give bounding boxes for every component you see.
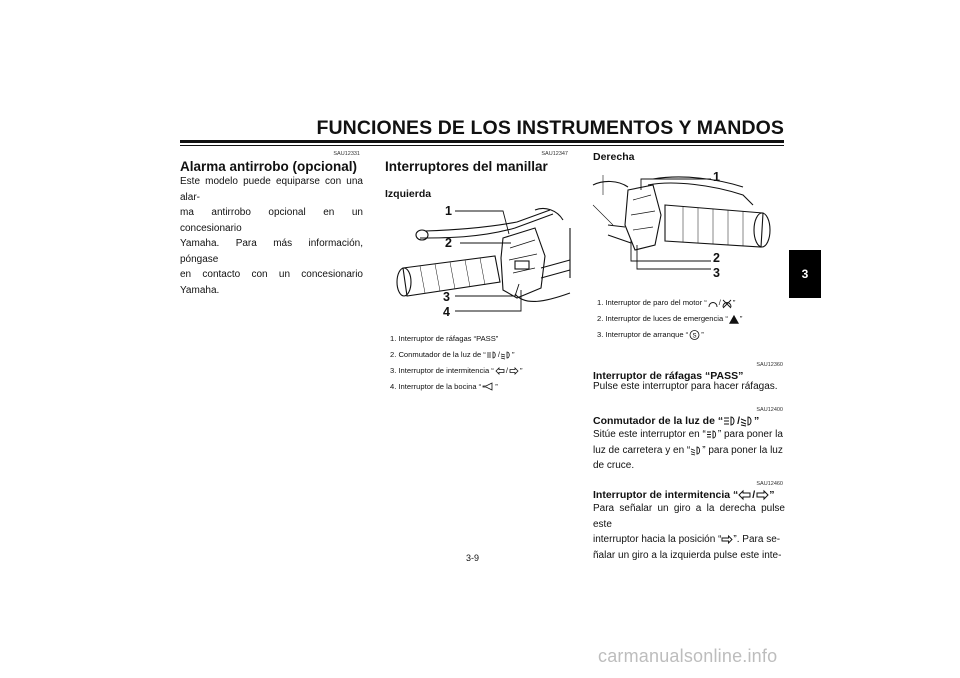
section-code: SAU12400 <box>756 407 783 413</box>
figure-subheading: Izquierda <box>385 188 432 200</box>
section-code: SAU12360 <box>756 362 783 368</box>
section-body: Para señalar un giro a la derecha pulse este interruptor hacia la posición “ ”. Para se- ñalar un giro a la izquierda pulse este inte- <box>593 503 785 561</box>
svg-text:S: S <box>692 333 697 340</box>
figure-label-4: 4 <box>443 305 450 319</box>
low-beam-icon <box>501 351 511 359</box>
caption-item: 2. Interruptor de luces de emergencia “ ” <box>597 314 743 323</box>
high-beam-icon <box>487 351 497 359</box>
section-heading: Interruptor de ráfagas “PASS” <box>593 370 744 382</box>
header-rule-thin <box>180 145 784 146</box>
high-beam-icon <box>723 416 737 426</box>
horn-icon <box>482 383 494 391</box>
figure-label-3: 3 <box>443 290 450 304</box>
section-body: Pulse este interruptor para hacer ráfagas. <box>593 381 778 392</box>
left-turn-arrow-icon <box>738 490 752 500</box>
figure-label-3: 3 <box>713 266 720 280</box>
caption-item: 1. Interruptor de paro del motor “ / ” <box>597 298 736 307</box>
section-heading: Interruptor de intermitencia “ / ” <box>593 489 775 501</box>
figure-label-1: 1 <box>713 170 720 184</box>
watermark: carmanualsonline.info <box>598 646 778 666</box>
section-code: SAU12331 <box>333 151 360 157</box>
caption-list <box>597 295 742 343</box>
right-turn-arrow-icon <box>755 490 769 500</box>
section-heading: Alarma antirrobo (opcional) <box>180 159 358 174</box>
header-rule <box>180 140 784 143</box>
section-code: SAU12460 <box>756 481 783 487</box>
section-body: Este modelo puede equiparse con una alar- ma antirrobo opcional en un concesionario Yamaha. Para más información, póngase en contacto con un concesionario Yamaha. <box>180 176 363 296</box>
chapter-tab: 3 <box>789 250 821 298</box>
right-handlebar-illustration <box>593 165 778 285</box>
low-beam-icon <box>740 416 754 426</box>
page-number: 3-9 <box>466 553 480 563</box>
hazard-icon <box>729 315 739 324</box>
left-handlebar-illustration <box>385 198 570 318</box>
caption-list <box>390 331 523 395</box>
figure-label-1: 1 <box>445 204 452 218</box>
caption-item: 3. Interruptor de arranque “ S ” <box>597 330 704 340</box>
caption-item: 2. Conmutador de la luz de “ / ” <box>390 350 515 359</box>
figure-label-2: 2 <box>445 236 452 250</box>
section-heading: Conmutador de la luz de “ / ” <box>593 415 760 427</box>
caption-item: 3. Interruptor de intermitencia “ / ” <box>390 366 523 375</box>
high-beam-icon <box>706 430 718 439</box>
engine-run-icon <box>708 299 718 308</box>
start-icon <box>689 330 700 340</box>
right-turn-arrow-icon <box>509 367 519 375</box>
engine-stop-icon <box>722 299 732 308</box>
section-body: Sitúe este interruptor en “ ” para poner la luz de carretera y en “ ” para poner la luz de cruce. <box>593 429 783 471</box>
figure-subheading: Derecha <box>593 151 635 163</box>
figure-label-2: 2 <box>713 251 720 265</box>
right-turn-arrow-icon <box>721 535 733 544</box>
caption-item: 4. Interruptor de la bocina “ ” <box>390 382 498 391</box>
section-code: SAU12347 <box>541 151 568 157</box>
caption-item: 1. Interruptor de ráfagas “PASS” <box>390 334 499 343</box>
section-heading: Interruptores del manillar <box>385 159 548 174</box>
low-beam-icon <box>690 446 702 455</box>
page-header-title: FUNCIONES DE LOS INSTRUMENTOS Y MANDOS <box>316 117 784 139</box>
left-turn-arrow-icon <box>495 367 505 375</box>
